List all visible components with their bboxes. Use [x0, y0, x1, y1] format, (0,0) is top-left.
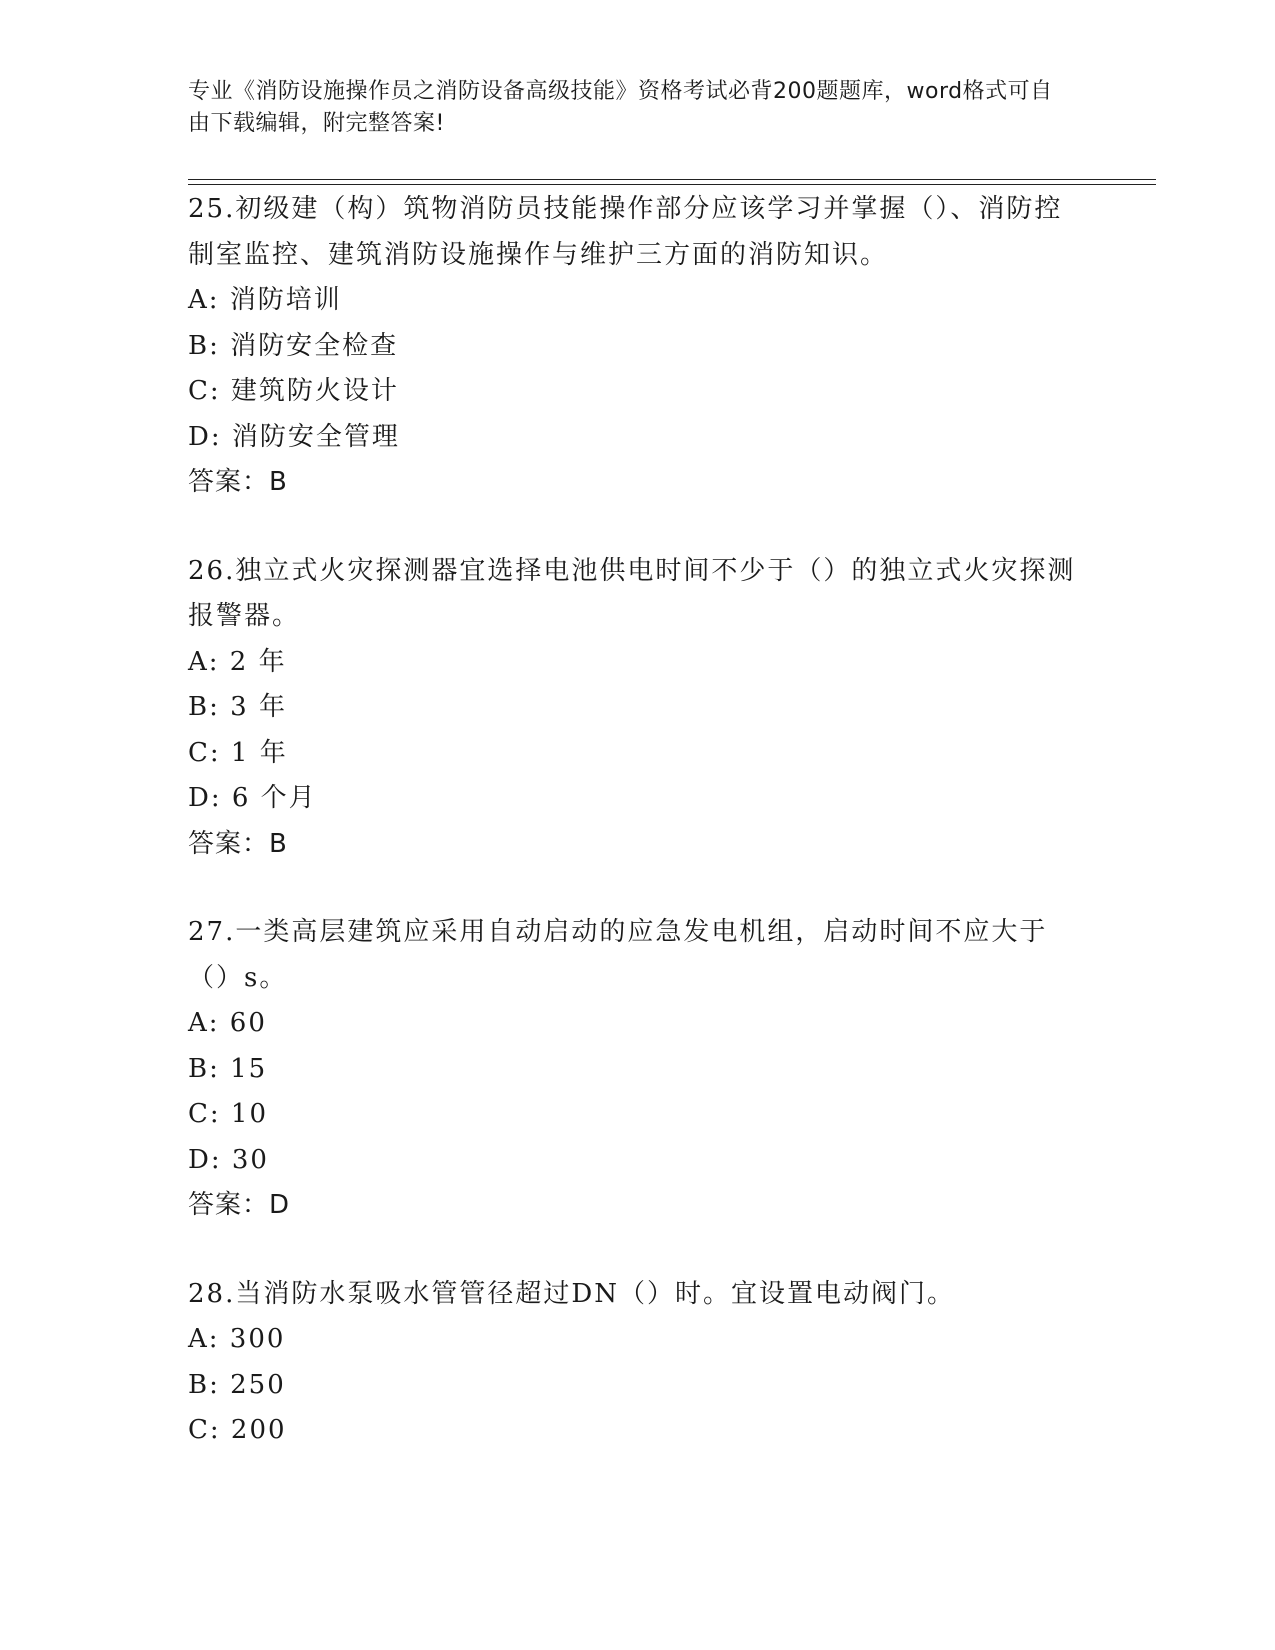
header-divider-top	[188, 179, 1156, 180]
option-d: D: 30	[188, 1144, 269, 1175]
header-divider-bottom	[188, 184, 1156, 185]
question-stem: 25.初级建（构）筑物消防员技能操作部分应该学习并掌握（）、消防控制室监控、建筑消防设施操作与维护三方面的消防知识。	[188, 194, 1063, 270]
option-c: C: 200	[188, 1415, 287, 1445]
option-a: A: 300	[188, 1324, 286, 1354]
question-list	[188, 187, 1088, 1497]
document-header: 专业《消防设施操作员之消防设备高级技能》资格考试必背200题题库，word格式可自由下载编辑，附完整答案!	[188, 79, 1053, 136]
answer: 答案：B	[188, 828, 288, 859]
option-b: B: 消防安全检查	[188, 330, 399, 361]
question-25	[188, 187, 1088, 506]
answer: 答案：D	[188, 1190, 291, 1220]
option-b: B: 250	[188, 1369, 286, 1400]
option-c: C: 建筑防火设计	[188, 376, 399, 406]
question-stem: 27.一类高层建筑应采用自动启动的应急发电机组，启动时间不应大于（）s。	[188, 917, 1048, 993]
question-stem: 26.独立式火灾探测器宜选择电池供电时间不少于（）的独立式火灾探测报警器。	[188, 555, 1076, 631]
question-26	[188, 549, 1088, 868]
option-b: B: 15	[188, 1053, 268, 1084]
option-d: D: 消防安全管理	[188, 421, 400, 452]
question-28	[188, 1272, 1088, 1454]
option-c: C: 1 年	[188, 737, 288, 768]
option-b: B: 3 年	[188, 692, 287, 722]
option-a: A: 60	[188, 1008, 267, 1038]
option-d: D: 6 个月	[188, 783, 317, 813]
question-stem: 28.当消防水泵吸水管管径超过DN（）时。宜设置电动阀门。	[188, 1278, 955, 1309]
answer: 答案：B	[188, 467, 288, 497]
option-c: C: 10	[188, 1099, 269, 1129]
option-a: A: 消防培训	[188, 285, 342, 315]
option-a: A: 2 年	[188, 646, 287, 677]
question-27	[188, 910, 1088, 1229]
